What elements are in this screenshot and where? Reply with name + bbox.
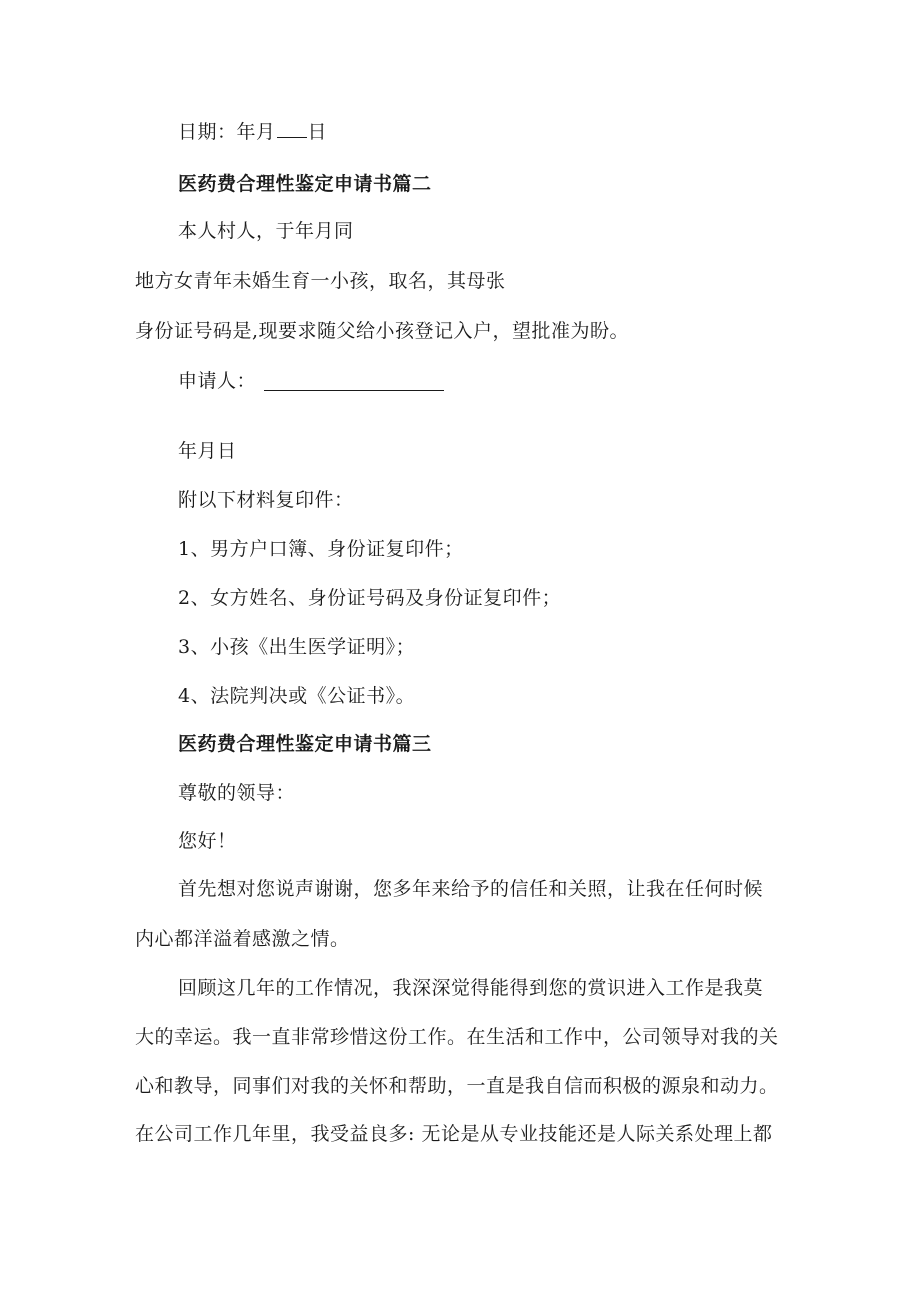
attachment-item: 3、小孩《出生医学证明》； — [178, 636, 416, 658]
section3-paragraph-line: 回顾这几年的工作情况，我深深觉得能得到您的赏识进入工作是我莫 — [178, 977, 764, 999]
attachment-item: 4、法院判决或《公证书》。 — [178, 685, 416, 707]
salutation: 尊敬的领导： — [178, 782, 296, 804]
section2-paragraph-line: 本人村人，于年月同 — [178, 220, 354, 242]
section3-paragraph-line: 心和教导，同事们对我的关怀和帮助，一直是我自信而积极的源泉和动力。 — [135, 1075, 779, 1097]
date-blank — [277, 136, 307, 138]
attachment-item: 2、女方姓名、身份证号码及身份证复印件； — [178, 587, 562, 609]
section2-paragraph-line: 地方女青年未婚生育一小孩，取名，其母张 — [135, 270, 506, 292]
date-suffix: 日 — [307, 121, 328, 143]
section3-paragraph-line: 在公司工作几年里，我受益良多: 无论是从专业技能还是人际关系处理上都 — [135, 1123, 773, 1145]
greeting: 您好！ — [178, 830, 237, 852]
section2-date: 年月日 — [178, 440, 237, 462]
attachments-intro: 附以下材料复印件： — [178, 489, 354, 511]
attachment-item: 1、男方户口簿、身份证复印件； — [178, 538, 464, 560]
applicant-blank — [264, 389, 444, 391]
section3-paragraph-line: 大的幸运。我一直非常珍惜这份工作。在生活和工作中，公司领导对我的关 — [135, 1026, 779, 1048]
date-line — [178, 119, 327, 145]
date-label: 日期：年月 — [178, 121, 276, 143]
section3-heading: 医药费合理性鉴定申请书篇三 — [178, 733, 432, 755]
section2-heading: 医药费合理性鉴定申请书篇二 — [178, 173, 432, 195]
applicant-label: 申请人： — [178, 370, 257, 392]
section3-paragraph-line: 内心都洋溢着感激之情。 — [135, 928, 350, 950]
section3-paragraph-line: 首先想对您说声谢谢，您多年来给予的信任和关照，让我在任何时候 — [178, 878, 764, 900]
section2-paragraph-line: 身份证号码是,现要求随父给小孩登记入户，望批准为盼。 — [135, 320, 630, 342]
applicant-line — [178, 368, 444, 394]
